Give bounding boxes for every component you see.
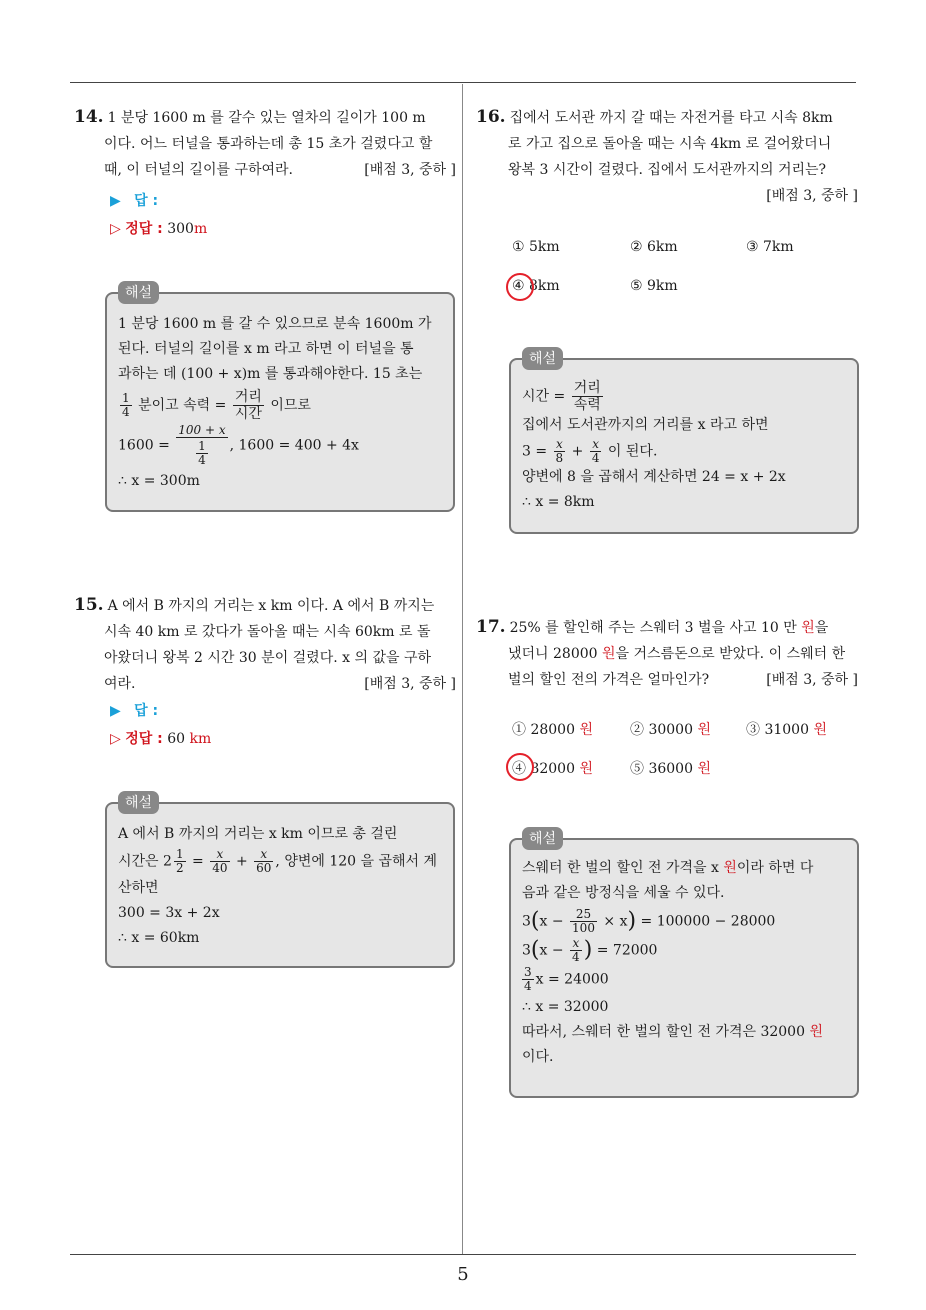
correct-unit: km	[189, 731, 212, 747]
bottom-rule	[70, 1254, 856, 1255]
correct-unit: m	[193, 221, 208, 237]
solution-line: 시간은 2 $\frac{1}{2}$ = $\frac{x}{40}$ + $\frac{x}{60}$ , 양변에 120 을 곱해서 계	[118, 847, 438, 875]
question-text: 벌의 할인 전의 가격은 얼마인가?	[508, 672, 710, 688]
choice-3[interactable]: ③ 31000 원	[746, 722, 827, 738]
won-unit: 원	[801, 620, 815, 636]
correct-label: 정답 :	[125, 731, 163, 747]
question-16	[476, 104, 858, 209]
question-text: 여라.	[104, 676, 136, 692]
solution-line: 3 = $\frac{x}{8}$ + $\frac{x}{4}$ 이 된다.	[522, 437, 658, 465]
solution-line: 스웨터 한 벌의 할인 전 가격을 x 원이라 하면 다	[522, 860, 814, 876]
solution-text	[118, 312, 442, 494]
correct-value: 60	[167, 731, 186, 747]
triangle-outline-icon: ▷	[110, 221, 121, 237]
question-number: 16.	[476, 107, 506, 127]
solution-text	[522, 380, 846, 515]
solution-line: 음과 같은 방정식을 세울 수 있다.	[522, 885, 725, 901]
question-text: 을	[814, 620, 829, 636]
question-text: 아왔더니 왕복 2 시간 30 분이 걸렸다. x 의 값을 구하	[104, 650, 432, 666]
question-text: 1 분당 1600 m 를 갈수 있는 열차의 길이가 100 m	[107, 110, 426, 126]
solution-line: 3(x − $\frac{25}{100}$ × x) = 100000 − 28000	[522, 907, 776, 935]
solution-tag: 해설	[522, 827, 563, 850]
solution-tag: 해설	[118, 791, 159, 814]
choice-1[interactable]: ① 28000 원	[512, 722, 593, 738]
column-divider	[462, 84, 463, 1254]
choice-5[interactable]: ⑤ 9km	[630, 278, 678, 294]
question-text: 을 거스름돈으로 받았다. 이 스웨터 한	[615, 646, 846, 662]
solution-line: ∴ x = 60km	[118, 930, 200, 946]
question-text: 집에서 도서관 까지 갈 때는 자전거를 타고 시속 8km	[509, 110, 833, 126]
solution-line: 1 분당 1600 m 를 갈 수 있으므로 분속 1600m 가	[118, 316, 432, 332]
solution-text	[522, 856, 846, 1070]
answer-line	[110, 190, 158, 210]
solution-line: 따라서, 스웨터 한 벌의 할인 전 가격은 32000 원	[522, 1024, 823, 1040]
choice-2[interactable]: ② 30000 원	[630, 722, 711, 738]
solution-line: A 에서 B 까지의 거리는 x km 이므로 총 걸린	[118, 826, 398, 842]
choice-1[interactable]: ① 5km	[512, 239, 560, 255]
answer-line	[110, 700, 158, 720]
correct-label: 정답 :	[125, 221, 163, 237]
choice-3[interactable]: ③ 7km	[746, 239, 794, 255]
score-meta: [배점 3, 중하 ]	[364, 162, 456, 178]
play-icon: ▶	[110, 703, 121, 719]
score-meta: [배점 3, 중하 ]	[766, 188, 858, 204]
question-text: 때, 이 터널의 길이를 구하여라.	[104, 162, 293, 178]
question-text: 왕복 3 시간이 걸렸다. 집에서 도서관까지의 거리는?	[508, 162, 827, 178]
solution-line: 3(x − $\frac{x}{4}$ ) = 72000	[522, 936, 658, 964]
question-text: 시속 40 km 로 갔다가 돌아올 때는 시속 60km 로 돌	[104, 624, 431, 640]
solution-line: $\frac{3}{4}$ x = 24000	[524, 965, 609, 993]
solution-text	[118, 822, 442, 951]
question-text: 냈더니 28000	[508, 646, 598, 662]
top-rule	[70, 82, 856, 83]
answer-label: 답 :	[134, 703, 159, 719]
triangle-outline-icon: ▷	[110, 731, 121, 747]
solution-line: 시간 = $\frac{\text{거리}}{\text{속력}}$	[522, 380, 601, 413]
solution-line: 1600 = $\frac{100 + x}{\frac{1}{4}}$ , 1600 = 400 + 4x	[118, 423, 359, 467]
answer-circle-mark	[506, 753, 534, 781]
score-meta: [배점 3, 중하 ]	[364, 676, 456, 692]
question-text: 25% 를 할인해 주는 스웨터 3 벌을 사고 10 만	[509, 620, 797, 636]
choice-4[interactable]: ④ 8km	[512, 278, 560, 294]
solution-line: ∴ x = 8km	[522, 494, 595, 510]
solution-tag: 해설	[522, 347, 563, 370]
question-text: A 에서 B 까지의 거리는 x km 이다. A 에서 B 까지는	[107, 598, 435, 614]
page-number: 5	[457, 1264, 469, 1285]
solution-line: 집에서 도서관까지의 거리를 x 라고 하면	[522, 417, 769, 433]
choice-5[interactable]: ⑤ 36000 원	[630, 761, 711, 777]
solution-line: ∴ x = 300m	[118, 473, 200, 489]
won-unit: 원	[602, 646, 616, 662]
question-text: 이다. 어느 터널을 통과하는데 총 15 초가 걸렸다고 할	[104, 136, 433, 152]
answer-label: 답 :	[134, 193, 159, 209]
score-meta: [배점 3, 중하 ]	[766, 672, 858, 688]
question-number: 17.	[476, 617, 506, 637]
solution-line: 300 = 3x + 2x	[118, 905, 220, 921]
question-14	[74, 104, 456, 183]
solution-line: ∴ x = 32000	[522, 999, 609, 1015]
correct-answer-line	[110, 728, 211, 748]
play-icon: ▶	[110, 193, 121, 209]
solution-tag: 해설	[118, 281, 159, 304]
question-text: 로 가고 집으로 돌아올 때는 시속 4km 로 걸어왔더니	[508, 136, 832, 152]
solution-line: 된다. 터널의 길이를 x m 라고 하면 이 터널을 통	[118, 341, 414, 357]
solution-line: 과하는 데 (100 + x)m 를 통과해야한다. 15 초는	[118, 366, 423, 382]
solution-line: $\frac{1}{4}$ 분이고 속력 = $\frac{\text{거리}}{\text{시간}}$ 이므로	[122, 389, 311, 422]
solution-line: 양변에 8 을 곱해서 계산하면 24 = x + 2x	[522, 469, 786, 485]
question-number: 14.	[74, 107, 104, 127]
correct-answer-line	[110, 218, 207, 238]
question-15	[74, 592, 456, 697]
question-17	[476, 614, 858, 693]
choice-2[interactable]: ② 6km	[630, 239, 678, 255]
solution-line: 산하면	[118, 880, 159, 896]
choice-4[interactable]: ④ 32000 원	[512, 761, 593, 777]
correct-value: 300	[167, 221, 194, 237]
answer-circle-mark	[506, 273, 534, 301]
solution-line: 이다.	[522, 1049, 554, 1065]
question-number: 15.	[74, 595, 104, 615]
